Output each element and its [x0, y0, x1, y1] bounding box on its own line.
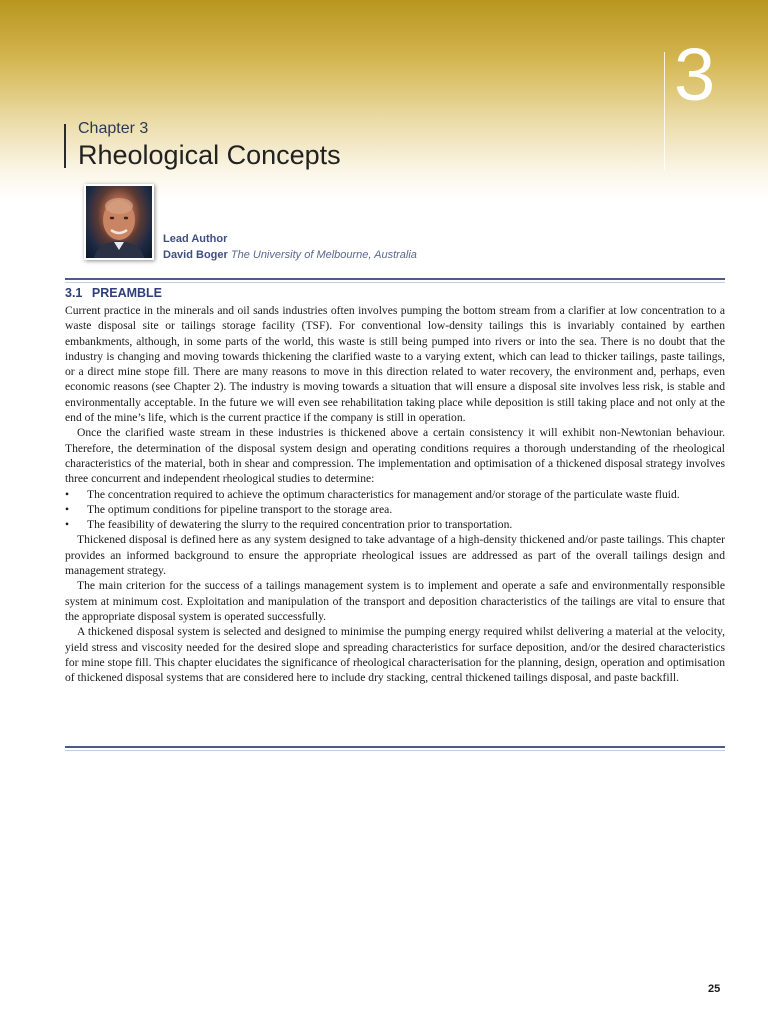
bullet-glyph: •: [65, 487, 70, 501]
chapter-number: 3: [674, 33, 716, 116]
paragraph: Thickened disposal is defined here as any system designed to take advantage of a high-density thickened and/or paste tailings. This chapter provides an informed background to ensure the appropriate rheological issues are addressed as part of the overall tailings design and management strategy.: [65, 533, 725, 578]
section-title: PREAMBLE: [91, 286, 163, 300]
bullet-glyph: •: [65, 518, 70, 532]
top-divider: [65, 278, 725, 283]
body-text: [65, 303, 725, 685]
title-accent-bar: [64, 124, 66, 168]
list-item-text: The concentration required to achieve the optimum characteristics for management and/or storage of the particulate waste fluid.: [87, 487, 680, 501]
paragraph: Once the clarified waste stream in these industries is thickened above a certain consistency it will exhibit non-Newtonian behaviour. Therefore, the determination of the disposal system design and operating conditions requires a thorough understanding of the rheological characteristics of the material, both in shear and compression. The implementation and optimisation of a thickened disposal strategy involves three concurrent and independent rheological studies to determine:: [65, 426, 725, 486]
page-number: 25: [708, 983, 721, 995]
list-item-text: The optimum conditions for pipeline transport to the storage area.: [87, 502, 393, 516]
list-item-text: The feasibility of dewatering the slurry to the required concentration prior to transportation.: [87, 518, 513, 532]
section-heading: [65, 286, 162, 300]
author-portrait-image: [86, 186, 152, 258]
list-item: [65, 502, 725, 517]
chapter-label: Chapter 3: [78, 120, 149, 137]
chapter-number-rule: [664, 52, 665, 170]
list-item: [65, 517, 725, 532]
author-block: [163, 231, 417, 263]
bullet-glyph: •: [65, 502, 70, 516]
paragraph: The main criterion for the success of a tailings management system is to implement and operate a safe and environmentally responsible system at minimum cost. Exploitation and manipulation of the transport and deposition characteristics of the tailings are vital to ensure that the appropriate disposal system is operated successfully.: [65, 579, 725, 623]
paragraph: A thickened disposal system is selected and designed to minimise the pumping energy required whilst delivering a material at the velocity, yield stress and viscosity needed for the desired slope and spreading characteristics for surface deposition, and/or the desired characteristics for mine stope fill. This chapter elucidates the significance of rheological characterisation for the planning, design, operation and optimisation of thickened disposal systems that are considered here to include dry stacking, central thickened tailings disposal, and paste backfill.: [65, 625, 725, 685]
author-portrait: [84, 184, 154, 260]
section-number: 3.1: [65, 286, 83, 300]
author-name: David Boger: [163, 249, 228, 261]
bottom-divider: [65, 746, 725, 751]
author-affiliation: The University of Melbourne, Australia: [230, 249, 417, 261]
author-role: Lead Author: [163, 233, 228, 245]
bullet-list: [65, 487, 725, 533]
paragraph: Current practice in the minerals and oil sands industries often involves pumping the bottom stream from a clarifier at low concentration to a waste disposal site or tailings storage facility (TSF). For conventional low-density tailings this is invariably contained by earthen embankments, although, in some parts of the world, this waste is still being pumped into rivers or into the sea. There is no doubt that the industry is changing and moving towards thickening the clarified waste to a varying extent, which can lead to thicker tailings, paste tailings, or a direct mine stope fill. There are many reasons to move in this direction related to water recovery, the environment and, perhaps, even economic reasons (see Chapter 2). The industry is moving towards a situation that will ensure a disposal site involves less risk, is stable and environmentally acceptable. In the future we will even see rehabilitation taking place while deposition is still taking place and not only at the end of the mine’s life, which is the current practice if the company is still in operation.: [65, 304, 725, 425]
list-item: [65, 487, 725, 502]
chapter-title: Rheological Concepts: [78, 140, 341, 170]
